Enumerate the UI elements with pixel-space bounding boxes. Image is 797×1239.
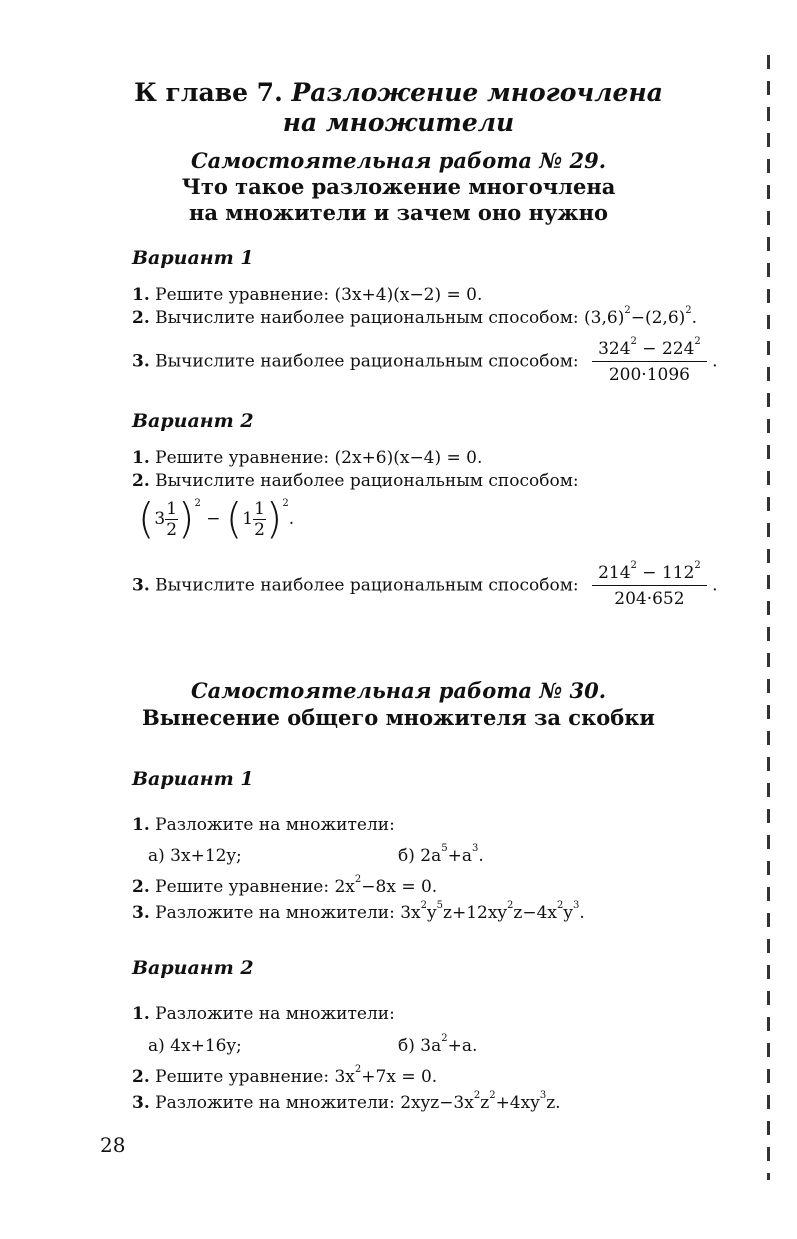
work29-subtitle-line2: на множители и зачем оно нужно — [188, 200, 609, 225]
task-text: Разложите на множители: — [155, 1004, 395, 1024]
task-number: 3. — [132, 351, 150, 372]
exponent: 2 — [685, 305, 692, 316]
task-number: 2. — [132, 877, 150, 897]
page-number: 28 — [100, 1133, 126, 1157]
fraction — [592, 336, 707, 385]
task-number: 1. — [132, 1004, 150, 1024]
work30-v1-option-a: а) 3x+12y; — [148, 846, 242, 866]
chapter-heading-line2: на множители — [282, 108, 515, 137]
work30-v1-label: Вариант 1 — [132, 768, 254, 790]
fraction-numerator: $214^2 - 112^2$ — [592, 563, 707, 586]
task-number: 1. — [132, 448, 150, 468]
work30-v2-option-a: а) 4x+16y; — [148, 1036, 242, 1056]
exponent: 2 — [624, 305, 631, 316]
fraction-numerator: $324^2 - 224^2$ — [592, 339, 707, 362]
work29-title: Самостоятельная работа № 29. — [190, 148, 607, 173]
fraction — [592, 560, 707, 609]
chapter-prefix: К главе 7. — [134, 78, 283, 107]
work29-v1-task1 — [132, 285, 482, 305]
task-text: . — [691, 308, 698, 328]
task-number: 3. — [132, 1093, 150, 1113]
work29-v2-task2 — [132, 471, 579, 491]
task-text: −(2,6) — [630, 308, 686, 328]
work29-subtitle-line1: Что такое разложение многочлена — [181, 174, 616, 199]
work29-v2-task3 — [132, 560, 718, 609]
task-number: 1. — [132, 285, 150, 305]
task-number: 2. — [132, 308, 150, 328]
task-text: Вычислите наиболее рациональным способом: (3,6) — [155, 308, 625, 328]
task-text: Решите уравнение: (2x+6)(x−4) = 0. — [155, 448, 483, 468]
work30-v2-task3: 3. Разложите на множители: $2xyz-3x^2z^2+4xy^3z$. — [132, 1090, 561, 1113]
task-number: 2. — [132, 471, 150, 491]
work30-v2-task2: 2. Решите уравнение: $3x^2+7x = 0$. — [132, 1064, 438, 1087]
task-number: 2. — [132, 1067, 150, 1087]
task-text: Разложите на множители: — [155, 815, 395, 835]
work29-v1-task3 — [132, 336, 718, 385]
work30-subtitle: Вынесение общего множителя за скобки — [141, 705, 655, 730]
work30-v1-task2: 2. Решите уравнение: $2x^2-8x = 0$. — [132, 874, 438, 897]
work29-v2-label: Вариант 2 — [132, 410, 254, 432]
work30-v2-option-b: б) $3a^2+a$. — [398, 1033, 478, 1056]
work30-v2-label: Вариант 2 — [132, 957, 254, 979]
task-text: Вычислите наиболее рациональным способом: — [155, 351, 579, 372]
task-number: 3. — [132, 575, 150, 596]
work29-v1-label: Вариант 1 — [132, 247, 254, 269]
task-text: Вычислите наиболее рациональным способом: — [155, 471, 579, 491]
work29-v2-task1 — [132, 448, 482, 468]
work30-v1-task3: 3. Разложите на множители: $3x^2y^5z+12xy^2z-4x^2y^3$. — [132, 900, 585, 923]
chapter-heading-line1 — [0, 78, 797, 107]
fraction-denominator: 200·1096 — [608, 365, 690, 385]
task-text: . — [712, 351, 718, 372]
fraction-denominator: 204·652 — [614, 589, 685, 609]
work30-v2-task1 — [132, 1004, 395, 1024]
task-text: Вычислите наиболее рациональным способом: — [155, 575, 579, 596]
task-text: . — [712, 575, 718, 596]
work30-v1-task1 — [132, 815, 395, 835]
work30-v1-option-b: б) $2a^5+a^3$. — [398, 843, 484, 866]
task-number: 1. — [132, 815, 150, 835]
work29-v1-task2 — [132, 305, 698, 328]
chapter-title: Разложение многочлена — [291, 78, 663, 107]
work30-title: Самостоятельная работа № 30. — [190, 678, 607, 703]
work29-v2-expression: (3 $\frac{1}{2}$ )$^2$ − (1 $\frac{1}{2}$ )$^2$. — [138, 494, 295, 543]
task-text: Решите уравнение: (3x+4)(x−2) = 0. — [155, 285, 483, 305]
task-number: 3. — [132, 903, 150, 923]
